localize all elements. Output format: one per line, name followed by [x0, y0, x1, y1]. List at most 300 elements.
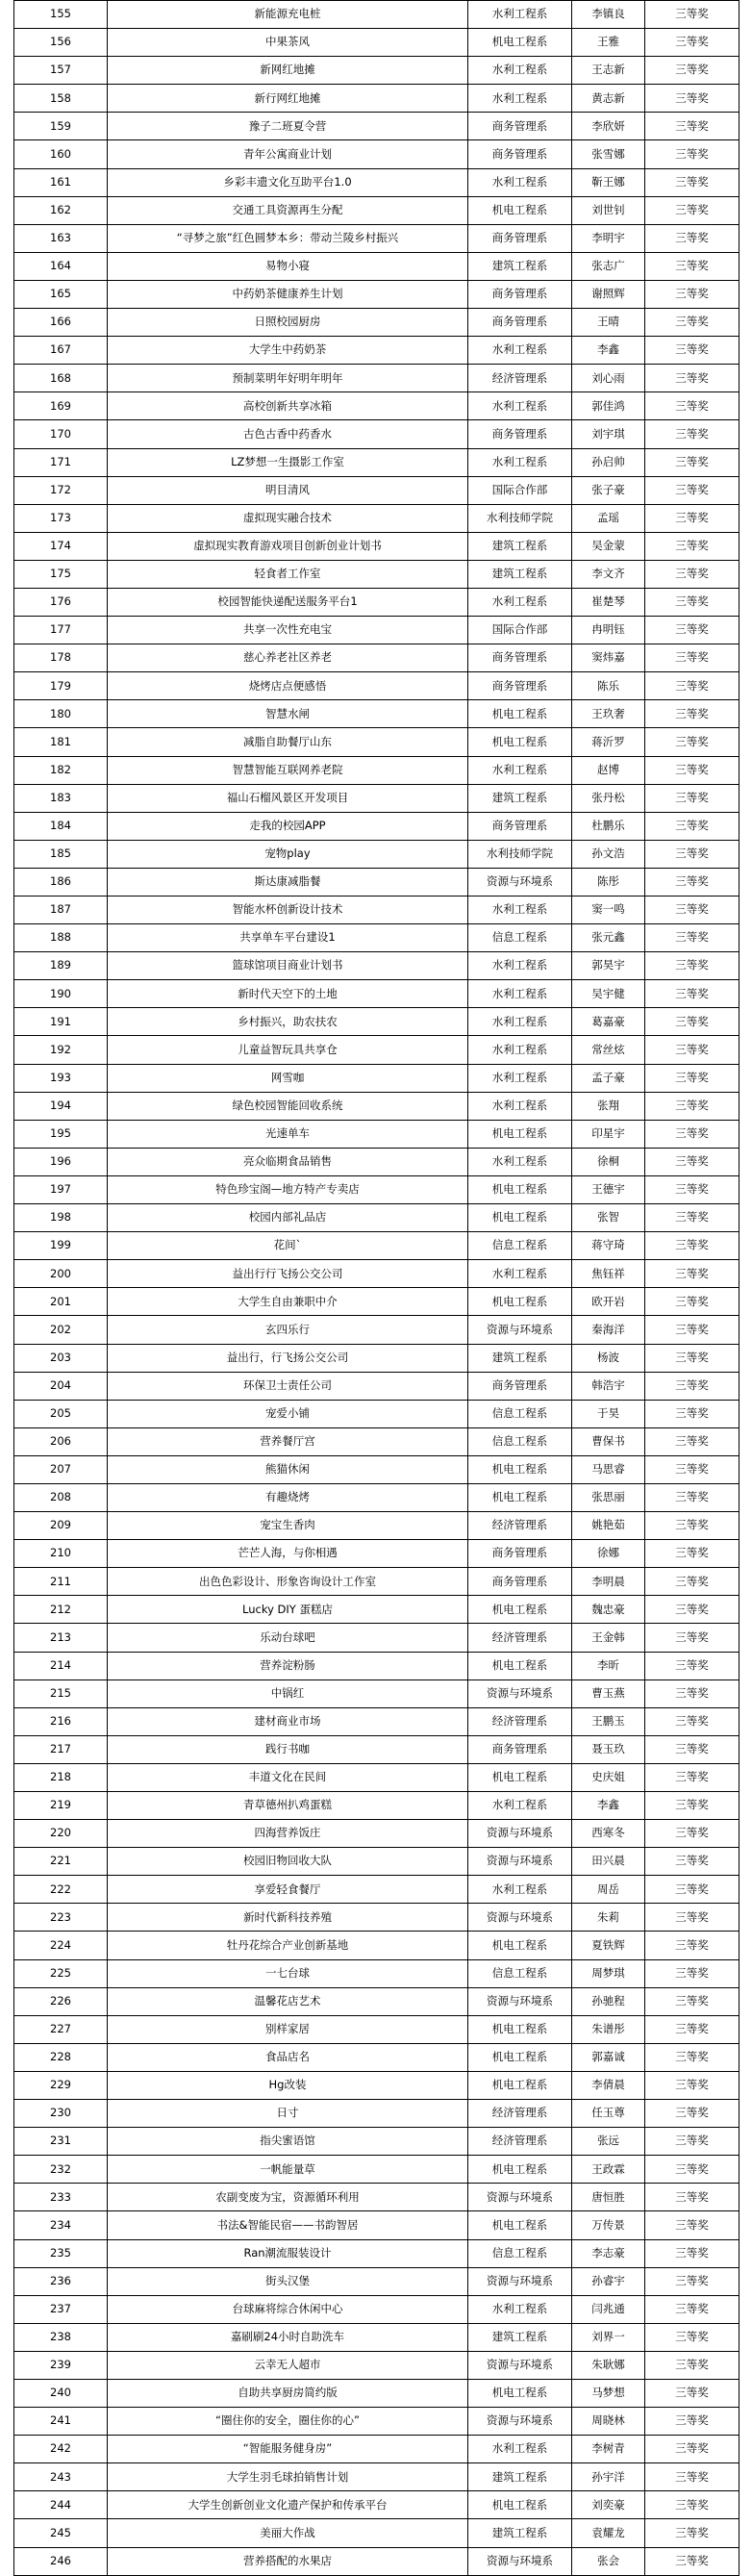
team-leader-cell: 王政霖 [572, 2156, 645, 2184]
department-cell: 机电工程系 [468, 1175, 572, 1203]
team-leader-cell: 李鑫 [572, 1792, 645, 1820]
department-cell: 经济管理系 [468, 2128, 572, 2156]
row-number-cell: 181 [14, 728, 108, 756]
award-level-cell: 三等奖 [645, 2351, 739, 2379]
team-leader-cell: 谢照辉 [572, 280, 645, 308]
row-number-cell: 158 [14, 85, 108, 113]
project-name-cell: 青草德州扒鸡蛋糕 [108, 1792, 468, 1820]
table-row [14, 1735, 739, 1763]
team-leader-cell: 万传景 [572, 2211, 645, 2239]
award-level-cell: 三等奖 [645, 1568, 739, 1596]
row-number-cell: 207 [14, 1455, 108, 1483]
department-cell: 商务管理系 [468, 1568, 572, 1596]
project-name-cell: 共享单车平台建设1 [108, 924, 468, 952]
department-cell: 水利工程系 [468, 952, 572, 980]
department-cell: 机电工程系 [468, 1596, 572, 1624]
table-row [14, 588, 739, 616]
award-level-cell: 三等奖 [645, 1455, 739, 1483]
table-row [14, 2184, 739, 2211]
table-row [14, 2267, 739, 2295]
row-number-cell: 155 [14, 1, 108, 29]
team-leader-cell: 张远 [572, 2128, 645, 2156]
project-name-cell: 豫子二班夏令营 [108, 113, 468, 140]
project-name-cell: 新行网红地摊 [108, 85, 468, 113]
award-level-cell: 三等奖 [645, 840, 739, 868]
table-row [14, 617, 739, 644]
team-leader-cell: 窦一鸣 [572, 897, 645, 924]
award-level-cell: 三等奖 [645, 1735, 739, 1763]
row-number-cell: 225 [14, 1959, 108, 1987]
team-leader-cell: 朱耿娜 [572, 2351, 645, 2379]
row-number-cell: 188 [14, 924, 108, 952]
project-name-cell: 篮球馆项目商业计划书 [108, 952, 468, 980]
team-leader-cell: 李镇良 [572, 1, 645, 29]
project-name-cell: 牡丹花综合产业创新基地 [108, 1932, 468, 1959]
project-name-cell: 校园智能快递配送服务平台1 [108, 588, 468, 616]
row-number-cell: 175 [14, 560, 108, 588]
team-leader-cell: 李明宇 [572, 224, 645, 252]
team-leader-cell: 韩浩宇 [572, 1372, 645, 1400]
department-cell: 机电工程系 [468, 196, 572, 224]
table-row [14, 1904, 739, 1932]
department-cell: 机电工程系 [468, 2379, 572, 2407]
row-number-cell: 161 [14, 168, 108, 196]
row-number-cell: 209 [14, 1512, 108, 1540]
award-level-cell: 三等奖 [645, 1596, 739, 1624]
table-row [14, 1512, 739, 1540]
project-name-cell: 自助共享厨房简约版 [108, 2379, 468, 2407]
row-number-cell: 190 [14, 980, 108, 1008]
project-name-cell: 四海营养饭庄 [108, 1820, 468, 1848]
project-name-cell: 网雪咖 [108, 1064, 468, 1092]
team-leader-cell: 李鑫 [572, 337, 645, 365]
table-row [14, 2295, 739, 2323]
table-row [14, 85, 739, 113]
department-cell: 国际合作部 [468, 617, 572, 644]
department-cell: 经济管理系 [468, 1707, 572, 1735]
project-name-cell: 高校创新共享冰箱 [108, 392, 468, 420]
team-leader-cell: 孙宇洋 [572, 2463, 645, 2491]
department-cell: 水利工程系 [468, 1792, 572, 1820]
table-row [14, 924, 739, 952]
project-name-cell: 环保卫士责任公司 [108, 1372, 468, 1400]
team-leader-cell: 张志广 [572, 252, 645, 280]
team-leader-cell: 赵博 [572, 756, 645, 784]
team-leader-cell: 周晓林 [572, 2408, 645, 2436]
team-leader-cell: 袁耀龙 [572, 2519, 645, 2547]
award-level-cell: 三等奖 [645, 57, 739, 85]
team-leader-cell: 郭嘉诚 [572, 2043, 645, 2071]
table-row [14, 1932, 739, 1959]
row-number-cell: 246 [14, 2547, 108, 2575]
table-row [14, 140, 739, 168]
project-name-cell: 福山石榴风景区开发项目 [108, 784, 468, 812]
department-cell: 国际合作部 [468, 476, 572, 504]
team-leader-cell: 张雪娜 [572, 140, 645, 168]
table-row [14, 2156, 739, 2184]
award-level-cell: 三等奖 [645, 1820, 739, 1848]
department-cell: 资源与环境系 [468, 2184, 572, 2211]
team-leader-cell: 夏铁辉 [572, 1932, 645, 1959]
table-row [14, 2379, 739, 2407]
team-leader-cell: 刘界一 [572, 2323, 645, 2351]
table-row [14, 1568, 739, 1596]
table-row [14, 1036, 739, 1064]
row-number-cell: 195 [14, 1120, 108, 1148]
project-name-cell: 中果茶风 [108, 29, 468, 57]
award-level-cell: 三等奖 [645, 2015, 739, 2043]
team-leader-cell: 李志豪 [572, 2239, 645, 2267]
team-leader-cell: 王金韩 [572, 1624, 645, 1652]
department-cell: 经济管理系 [468, 365, 572, 392]
department-cell: 水利工程系 [468, 2295, 572, 2323]
row-number-cell: 189 [14, 952, 108, 980]
team-leader-cell: 聂玉玖 [572, 1735, 645, 1763]
project-name-cell: 特色珍宝阁—地方特产专卖店 [108, 1175, 468, 1203]
table-row [14, 280, 739, 308]
team-leader-cell: 周岳 [572, 1876, 645, 1904]
table-row [14, 1792, 739, 1820]
row-number-cell: 196 [14, 1148, 108, 1175]
award-level-cell: 三等奖 [645, 644, 739, 672]
department-cell: 商务管理系 [468, 309, 572, 337]
project-name-cell: 践行书咖 [108, 1735, 468, 1763]
row-number-cell: 193 [14, 1064, 108, 1092]
department-cell: 水利工程系 [468, 980, 572, 1008]
project-name-cell: 智慧智能互联网养老院 [108, 756, 468, 784]
team-leader-cell: 王德宇 [572, 1175, 645, 1203]
project-name-cell: 营养淀粉肠 [108, 1652, 468, 1679]
department-cell: 信息工程系 [468, 1427, 572, 1455]
table-row [14, 868, 739, 896]
project-name-cell: 古色古香中药香水 [108, 420, 468, 448]
project-name-cell: 共享一次性充电宝 [108, 617, 468, 644]
team-leader-cell: 孙驰程 [572, 1987, 645, 2015]
department-cell: 建筑工程系 [468, 2519, 572, 2547]
department-cell: 建筑工程系 [468, 252, 572, 280]
table-row [14, 1540, 739, 1568]
project-name-cell: 出色色彩设计、形象咨询设计工作室 [108, 1568, 468, 1596]
department-cell: 水利工程系 [468, 1036, 572, 1064]
project-name-cell: 儿童益智玩具共享仓 [108, 1036, 468, 1064]
row-number-cell: 234 [14, 2211, 108, 2239]
award-level-cell: 三等奖 [645, 1987, 739, 2015]
award-level-cell: 三等奖 [645, 140, 739, 168]
department-cell: 机电工程系 [468, 1455, 572, 1483]
project-name-cell: 亮众临期食品销售 [108, 1148, 468, 1175]
row-number-cell: 238 [14, 2323, 108, 2351]
row-number-cell: 227 [14, 2015, 108, 2043]
table-row [14, 113, 739, 140]
department-cell: 水利工程系 [468, 1260, 572, 1288]
row-number-cell: 219 [14, 1792, 108, 1820]
award-level-cell: 三等奖 [645, 1400, 739, 1427]
team-leader-cell: 靳王娜 [572, 168, 645, 196]
award-level-cell: 三等奖 [645, 85, 739, 113]
project-name-cell: 嘉刷刷24小时自助洗车 [108, 2323, 468, 2351]
team-leader-cell: 李树青 [572, 2436, 645, 2463]
department-cell: 水利工程系 [468, 85, 572, 113]
team-leader-cell: 郭佳鸿 [572, 392, 645, 420]
award-level-cell: 三等奖 [645, 1316, 739, 1344]
award-level-cell: 三等奖 [645, 980, 739, 1008]
award-level-cell: 三等奖 [645, 420, 739, 448]
award-level-cell: 三等奖 [645, 2436, 739, 2463]
row-number-cell: 167 [14, 337, 108, 365]
table-row [14, 840, 739, 868]
award-level-cell: 三等奖 [645, 1624, 739, 1652]
table-row [14, 196, 739, 224]
award-level-cell: 三等奖 [645, 1427, 739, 1455]
department-cell: 水利工程系 [468, 57, 572, 85]
table-row [14, 1008, 739, 1036]
team-leader-cell: 李倩晨 [572, 2071, 645, 2099]
row-number-cell: 200 [14, 1260, 108, 1288]
row-number-cell: 245 [14, 2519, 108, 2547]
award-level-cell: 三等奖 [645, 224, 739, 252]
team-leader-cell: 秦海洋 [572, 1316, 645, 1344]
row-number-cell: 230 [14, 2100, 108, 2128]
award-level-cell: 三等奖 [645, 2519, 739, 2547]
project-name-cell: 营养餐厅宫 [108, 1427, 468, 1455]
department-cell: 商务管理系 [468, 280, 572, 308]
project-name-cell: 易物小寝 [108, 252, 468, 280]
project-name-cell: 大学生自由兼职中介 [108, 1288, 468, 1316]
table-row [14, 337, 739, 365]
team-leader-cell: 孙睿宇 [572, 2267, 645, 2295]
row-number-cell: 202 [14, 1316, 108, 1344]
project-name-cell: 青年公寓商业计划 [108, 140, 468, 168]
project-name-cell: 熊猫休闲 [108, 1455, 468, 1483]
table-row [14, 168, 739, 196]
row-number-cell: 236 [14, 2267, 108, 2295]
row-number-cell: 171 [14, 448, 108, 476]
award-level-cell: 三等奖 [645, 1904, 739, 1932]
row-number-cell: 239 [14, 2351, 108, 2379]
table-row [14, 2351, 739, 2379]
row-number-cell: 183 [14, 784, 108, 812]
table-row [14, 420, 739, 448]
team-leader-cell: 刘世钊 [572, 196, 645, 224]
award-level-cell: 三等奖 [645, 756, 739, 784]
project-name-cell: 书法&智能民宿——书韵智居 [108, 2211, 468, 2239]
project-name-cell: 台球麻将综合休闲中心 [108, 2295, 468, 2323]
department-cell: 水利工程系 [468, 1, 572, 29]
table-row [14, 2211, 739, 2239]
table-row [14, 1120, 739, 1148]
department-cell: 建筑工程系 [468, 560, 572, 588]
department-cell: 机电工程系 [468, 1763, 572, 1791]
project-name-cell: 营养搭配的水果店 [108, 2547, 468, 2575]
award-level-cell: 三等奖 [645, 448, 739, 476]
table-row [14, 672, 739, 700]
department-cell: 经济管理系 [468, 1624, 572, 1652]
project-name-cell: 有趣烧烤 [108, 1483, 468, 1511]
award-level-cell: 三等奖 [645, 1483, 739, 1511]
award-level-cell: 三等奖 [645, 924, 739, 952]
department-cell: 机电工程系 [468, 1652, 572, 1679]
table-row [14, 1848, 739, 1876]
row-number-cell: 210 [14, 1540, 108, 1568]
row-number-cell: 237 [14, 2295, 108, 2323]
team-leader-cell: 魏忠豪 [572, 1596, 645, 1624]
award-level-cell: 三等奖 [645, 2379, 739, 2407]
team-leader-cell: 冉明钰 [572, 617, 645, 644]
team-leader-cell: 欧开岩 [572, 1288, 645, 1316]
row-number-cell: 232 [14, 2156, 108, 2184]
row-number-cell: 199 [14, 1232, 108, 1260]
table-row [14, 57, 739, 85]
department-cell: 水利工程系 [468, 1008, 572, 1036]
row-number-cell: 244 [14, 2491, 108, 2519]
team-leader-cell: 任玉尊 [572, 2100, 645, 2128]
team-leader-cell: 马思睿 [572, 1455, 645, 1483]
project-name-cell: “智能服务健身房” [108, 2436, 468, 2463]
project-name-cell: 美丽大作战 [108, 2519, 468, 2547]
row-number-cell: 194 [14, 1092, 108, 1120]
table-row [14, 448, 739, 476]
award-level-cell: 三等奖 [645, 1288, 739, 1316]
award-level-cell: 三等奖 [645, 2071, 739, 2099]
department-cell: 资源与环境系 [468, 2351, 572, 2379]
department-cell: 机电工程系 [468, 2491, 572, 2519]
team-leader-cell: 孟子豪 [572, 1064, 645, 1092]
project-name-cell: 减脂自助餐厅山东 [108, 728, 468, 756]
award-level-cell: 三等奖 [645, 897, 739, 924]
project-name-cell: 斯达康减脂餐 [108, 868, 468, 896]
row-number-cell: 217 [14, 1735, 108, 1763]
team-leader-cell: 徐桐 [572, 1148, 645, 1175]
department-cell: 机电工程系 [468, 2043, 572, 2071]
department-cell: 机电工程系 [468, 2071, 572, 2099]
department-cell: 资源与环境系 [468, 1820, 572, 1848]
award-level-cell: 三等奖 [645, 1120, 739, 1148]
department-cell: 资源与环境系 [468, 1848, 572, 1876]
department-cell: 机电工程系 [468, 1120, 572, 1148]
team-leader-cell: 西寒冬 [572, 1820, 645, 1848]
table-row [14, 2491, 739, 2519]
project-name-cell: 新时代天空下的土地 [108, 980, 468, 1008]
department-cell: 水利工程系 [468, 392, 572, 420]
award-level-cell: 三等奖 [645, 196, 739, 224]
team-leader-cell: 吴宇健 [572, 980, 645, 1008]
project-name-cell: 一帆能量草 [108, 2156, 468, 2184]
award-level-cell: 三等奖 [645, 2239, 739, 2267]
project-name-cell: 大学生羽毛球拍销售计划 [108, 2463, 468, 2491]
award-level-cell: 三等奖 [645, 2323, 739, 2351]
department-cell: 机电工程系 [468, 1204, 572, 1232]
award-level-cell: 三等奖 [645, 1932, 739, 1959]
row-number-cell: 220 [14, 1820, 108, 1848]
team-leader-cell: 闫兆通 [572, 2295, 645, 2323]
department-cell: 建筑工程系 [468, 532, 572, 560]
award-level-cell: 三等奖 [645, 1763, 739, 1791]
department-cell: 建筑工程系 [468, 2323, 572, 2351]
team-leader-cell: 徐娜 [572, 1540, 645, 1568]
department-cell: 水利工程系 [468, 897, 572, 924]
row-number-cell: 240 [14, 2379, 108, 2407]
table-row [14, 784, 739, 812]
project-name-cell: Lucky DIY 蛋糕店 [108, 1596, 468, 1624]
team-leader-cell: 黄志新 [572, 85, 645, 113]
table-row [14, 1232, 739, 1260]
department-cell: 商务管理系 [468, 1540, 572, 1568]
award-level-cell: 三等奖 [645, 2184, 739, 2211]
project-name-cell: 轻食者工作室 [108, 560, 468, 588]
team-leader-cell: 史庆姐 [572, 1763, 645, 1791]
team-leader-cell: 葛嘉豪 [572, 1008, 645, 1036]
award-level-cell: 三等奖 [645, 672, 739, 700]
project-name-cell: 指尖蜜语馆 [108, 2128, 468, 2156]
row-number-cell: 233 [14, 2184, 108, 2211]
table-row [14, 1372, 739, 1400]
department-cell: 机电工程系 [468, 1932, 572, 1959]
department-cell: 建筑工程系 [468, 2463, 572, 2491]
department-cell: 机电工程系 [468, 2015, 572, 2043]
row-number-cell: 215 [14, 1679, 108, 1707]
department-cell: 机电工程系 [468, 1483, 572, 1511]
table-row [14, 504, 739, 532]
table-row [14, 1400, 739, 1427]
row-number-cell: 216 [14, 1707, 108, 1735]
award-level-cell: 三等奖 [645, 1064, 739, 1092]
row-number-cell: 156 [14, 29, 108, 57]
table-row [14, 2071, 739, 2099]
table-row [14, 1204, 739, 1232]
department-cell: 水利工程系 [468, 448, 572, 476]
table-row [14, 1344, 739, 1372]
team-leader-cell: 杨波 [572, 1344, 645, 1372]
department-cell: 水利工程系 [468, 756, 572, 784]
project-name-cell: 乡村振兴，助农扶农 [108, 1008, 468, 1036]
award-level-cell: 三等奖 [645, 1260, 739, 1288]
project-name-cell: 新能源充电桩 [108, 1, 468, 29]
team-leader-cell: 马梦想 [572, 2379, 645, 2407]
department-cell: 商务管理系 [468, 140, 572, 168]
department-cell: 资源与环境系 [468, 2267, 572, 2295]
award-level-cell: 三等奖 [645, 476, 739, 504]
award-level-cell: 三等奖 [645, 1204, 739, 1232]
award-level-cell: 三等奖 [645, 2043, 739, 2071]
department-cell: 信息工程系 [468, 2239, 572, 2267]
team-leader-cell: 张思丽 [572, 1483, 645, 1511]
team-leader-cell: 杜鹏乐 [572, 812, 645, 840]
table-row [14, 2015, 739, 2043]
project-name-cell: 绿色校园智能回收系统 [108, 1092, 468, 1120]
award-level-cell: 三等奖 [645, 337, 739, 365]
row-number-cell: 185 [14, 840, 108, 868]
table-row [14, 644, 739, 672]
department-cell: 水利工程系 [468, 168, 572, 196]
table-row [14, 2323, 739, 2351]
project-name-cell: 宠物play [108, 840, 468, 868]
award-level-cell: 三等奖 [645, 1, 739, 29]
award-level-cell: 三等奖 [645, 1792, 739, 1820]
row-number-cell: 242 [14, 2436, 108, 2463]
department-cell: 水利工程系 [468, 1092, 572, 1120]
team-leader-cell: 张元鑫 [572, 924, 645, 952]
award-level-cell: 三等奖 [645, 784, 739, 812]
row-number-cell: 163 [14, 224, 108, 252]
project-name-cell: LZ梦想一生摄影工作室 [108, 448, 468, 476]
team-leader-cell: 郭昊宇 [572, 952, 645, 980]
table-row [14, 700, 739, 728]
project-name-cell: Hg改装 [108, 2071, 468, 2099]
team-leader-cell: 唐恒胜 [572, 2184, 645, 2211]
project-name-cell: 玄四乐行 [108, 1316, 468, 1344]
award-level-cell: 三等奖 [645, 392, 739, 420]
department-cell: 商务管理系 [468, 224, 572, 252]
